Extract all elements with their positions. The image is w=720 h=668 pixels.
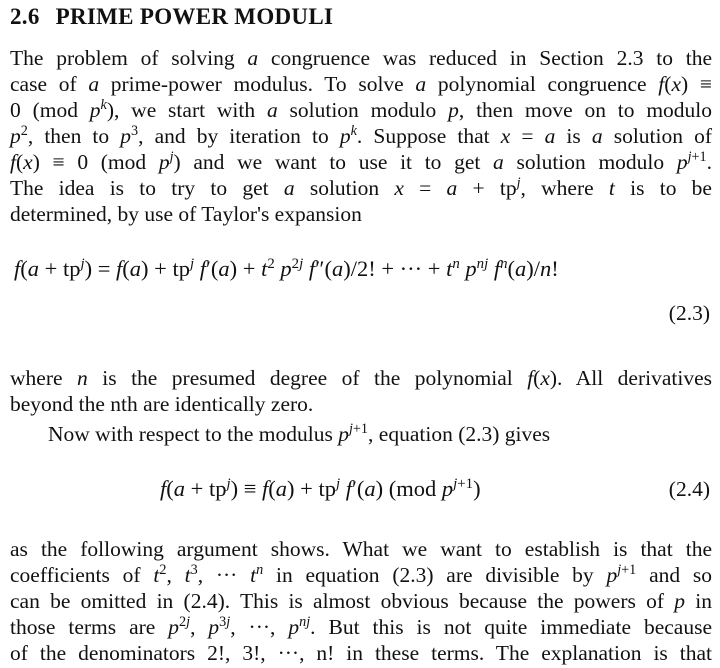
- paragraph-line: where n is the presumed degree of the polynomial f(x). All derivatives: [10, 366, 712, 390]
- equation-number-2-4: (2.4): [668, 477, 710, 501]
- paragraph-line: beyond the nth are identically zero.: [10, 392, 314, 416]
- paragraph-line: The problem of solving a congruence was reduced in Section 2.3 to the: [10, 46, 712, 70]
- equation-2-4: $f(a + tp^j) \equiv f(a) + tp^j$ f′(a) (mod $p^{j+1}$): [160, 475, 481, 501]
- paragraph-line: can be omitted in (2.4). This is almost obvious because the powers of p in: [10, 589, 712, 613]
- paragraph-line: case of a prime-power modulus. To solve a polynomial congruence f(x) ≡: [10, 72, 712, 96]
- section-heading: [10, 4, 333, 30]
- paragraph-line: determined, by use of Taylor's expansion: [10, 202, 362, 226]
- paragraph-line: $p^2$, then to $p^3$, and by iteration to $p^k$. Suppose that x = a is a solution of: [10, 123, 713, 148]
- equation-number-2-3: (2.3): [668, 301, 710, 325]
- paragraph-line: of the denominators 2!, 3!, ···, n! in these terms. The explanation is that: [10, 641, 712, 665]
- section-title: PRIME POWER MODULI: [55, 4, 334, 29]
- paragraph-line: those terms are $p^{2j}$, $p^{3j}$, ···, $p^{nj}$. But this is not quite immediate because: [10, 614, 712, 639]
- paragraph-line: f(x) ≡ 0 (mod $p^j$) and we want to use it to get a solution modulo $p^{j+1}$.: [10, 149, 713, 174]
- equation-2-3: $f(a + tp^j) = f(a) + tp^j$ $f'(a) + t^2$ $p^{2j}$ f″(a)/2! + ··· + $t^n$ $p^{nj}$ $f^n(a)/n$!: [14, 255, 559, 281]
- paragraph-line: 0 (mod $p^k$), we start with a solution modulo p, then move on to modulo: [10, 97, 713, 122]
- section-number: 2.6: [10, 4, 40, 29]
- paragraph-line: Now with respect to the modulus $p^{j+1}$, equation (2.3) gives: [48, 421, 551, 446]
- paragraph-line: coefficients of $t^2$, $t^3$, ··· $t^n$ in equation (2.3) are divisible by $p^{j+1}$ and so: [10, 562, 713, 587]
- paragraph-line: The idea is to try to get a solution $x = a + tp^j$, where t is to be: [10, 175, 712, 200]
- paragraph-line: as the following argument shows. What we want to establish is that the: [10, 537, 712, 561]
